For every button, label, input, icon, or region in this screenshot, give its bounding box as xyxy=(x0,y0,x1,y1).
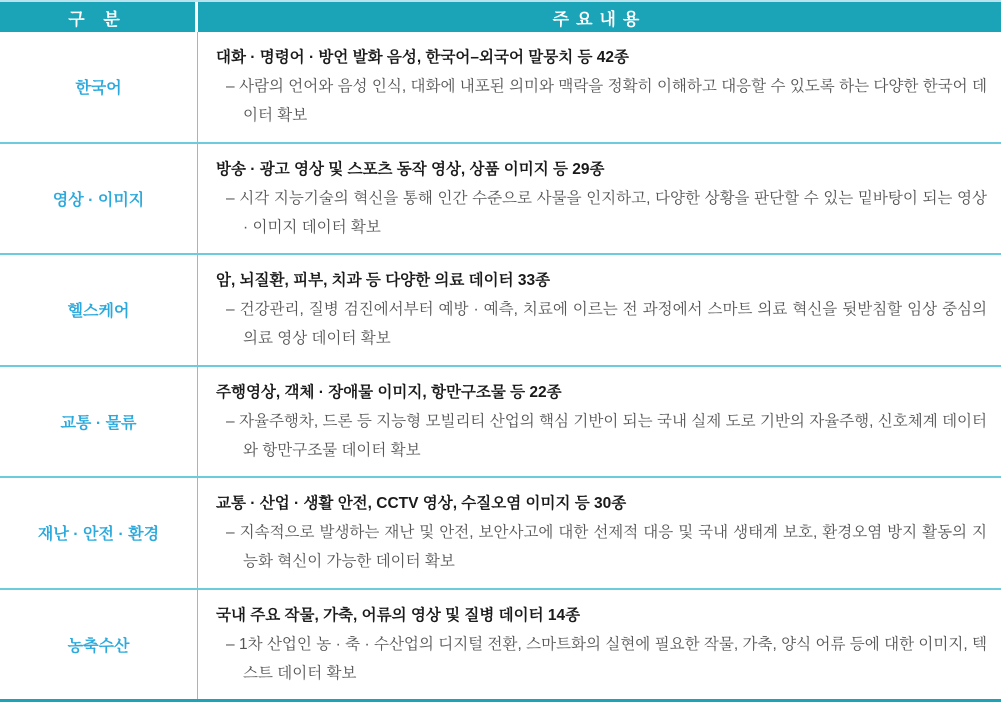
row-title: 암, 뇌질환, 피부, 치과 등 다양한 의료 데이터 33종 xyxy=(216,272,551,290)
table-row xyxy=(0,144,1001,256)
category-label: 농축수산 xyxy=(67,637,130,655)
row-title: 방송 · 광고 영상 및 스포츠 동작 영상, 상품 이미지 등 29종 xyxy=(216,160,605,178)
table-row xyxy=(0,255,1001,367)
table-row xyxy=(0,32,1001,144)
category-cell xyxy=(0,367,198,477)
content-cell xyxy=(198,32,1001,142)
row-description: – 사람의 언어와 음성 인식, 대화에 내포된 의미와 맥락을 정확히 이해하고 대응할 수 있도록 하는 다양한 한국어 데이터 확보 xyxy=(226,78,987,125)
category-cell xyxy=(0,478,198,588)
category-label: 한국어 xyxy=(75,80,122,98)
category-cell xyxy=(0,32,198,142)
row-description: – 건강관리, 질병 검진에서부터 예방 · 예측, 치료에 이르는 전 과정에서 스마트 의료 혁신을 뒷받침할 임상 중심의 의료 영상 데이터 확보 xyxy=(226,301,987,348)
table-header-row xyxy=(0,0,1001,32)
row-description: – 시각 지능기술의 혁신을 통해 인간 수준으로 사물을 인지하고, 다양한 상황을 판단할 수 있는 밑바탕이 되는 영상 · 이미지 데이터 확보 xyxy=(226,189,987,236)
row-title: 대화 · 명령어 · 방언 발화 음성, 한국어–외국어 말뭉치 등 42종 xyxy=(216,49,629,67)
table-row xyxy=(0,367,1001,479)
row-description: – 1차 산업인 농 · 축 · 수산업의 디지털 전환, 스마트화의 실현에 필요한 작물, 가축, 양식 어류 등에 대한 이미지, 텍스트 데이터 확보 xyxy=(226,635,987,682)
category-cell xyxy=(0,144,198,254)
row-title: 교통 · 산업 · 생활 안전, CCTV 영상, 수질오염 이미지 등 30종 xyxy=(216,495,627,513)
category-label: 교통 · 물류 xyxy=(60,414,137,432)
content-cell xyxy=(198,590,1001,700)
category-cell xyxy=(0,590,198,700)
row-description: – 지속적으로 발생하는 재난 및 안전, 보안사고에 대한 선제적 대응 및 국내 생태계 보호, 환경오염 방지 활동의 지능화 혁신이 가능한 데이터 확보 xyxy=(226,524,987,571)
table-body xyxy=(0,32,1001,699)
row-description: – 자율주행차, 드론 등 지능형 모빌리티 산업의 핵심 기반이 되는 국내 실제 도로 기반의 자율주행, 신호체계 데이터와 항만구조물 데이터 확보 xyxy=(226,412,987,459)
category-label: 영상 · 이미지 xyxy=(52,191,145,209)
content-cell xyxy=(198,367,1001,477)
table-row xyxy=(0,478,1001,590)
category-label: 재난 · 안전 · 환경 xyxy=(37,526,160,544)
category-label: 헬스케어 xyxy=(67,303,130,321)
content-cell xyxy=(198,144,1001,254)
header-cell-content: 주요내용 xyxy=(552,9,647,29)
row-title: 주행영상, 객체 · 장애물 이미지, 항만구조물 등 22종 xyxy=(216,383,562,401)
header-cell-category: 구 분 xyxy=(0,2,198,32)
table-row xyxy=(0,590,1001,700)
content-cell xyxy=(198,255,1001,365)
category-cell xyxy=(0,255,198,365)
content-cell xyxy=(198,478,1001,588)
row-title: 국내 주요 작물, 가축, 어류의 영상 및 질병 데이터 14종 xyxy=(216,606,581,624)
